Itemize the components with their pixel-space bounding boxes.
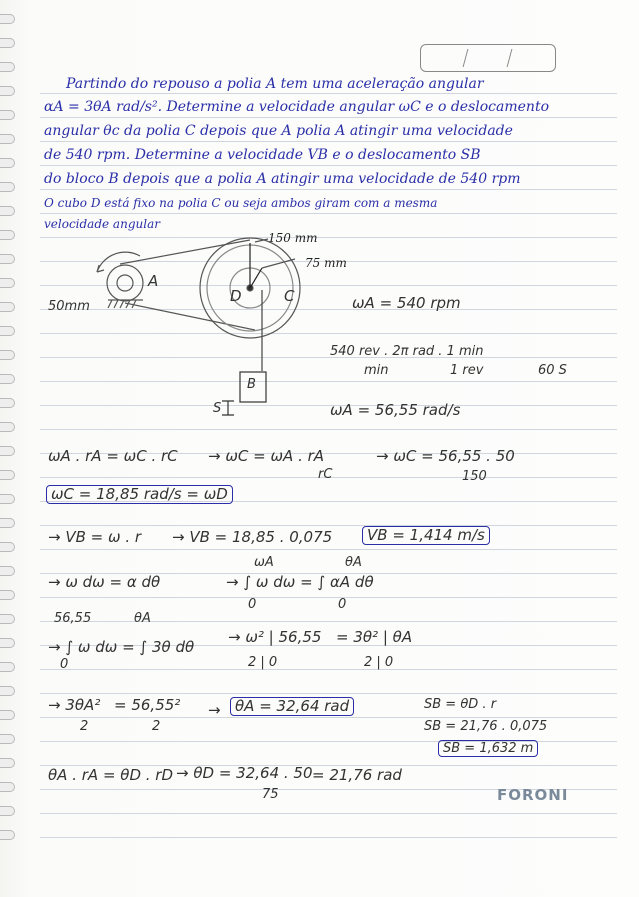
eq-theta2-den: 2 | 0 bbox=[364, 655, 394, 670]
limit-lower: 0 bbox=[338, 597, 347, 612]
eq-sb-def: SB = θD . r bbox=[424, 697, 497, 712]
given-wa-result: ωA = 56,55 rad/s bbox=[330, 401, 461, 419]
eq-vb-def: → VB = ω . r bbox=[48, 528, 142, 546]
eq-wc: → ωC = ωA . rA bbox=[208, 447, 325, 465]
limit-lower: 0 bbox=[60, 657, 69, 672]
pulley-a-hub bbox=[117, 275, 133, 291]
problem-line: de 540 rpm. Determine a velocidade VB e o deslocamento SB bbox=[44, 147, 481, 163]
problem-line: αA = 3θA rad/s². Determine a velocidade angular ωC e o deslocamento bbox=[44, 99, 550, 115]
problem-line: O cubo D está fixo na polia C ou seja ambos giram com a mesma bbox=[44, 196, 438, 210]
eq-velocity-ratio: ωA . rA = ωC . rC bbox=[48, 447, 178, 465]
result-wc: ωC = 18,85 rad/s = ωD bbox=[46, 485, 233, 504]
limit-lower: 0 bbox=[248, 597, 257, 612]
eq-theta-a-num: → 3θA² bbox=[48, 696, 101, 714]
eq-theta-ratio: θA . rA = θD . rD bbox=[48, 766, 174, 784]
conversion-60s: 60 S bbox=[538, 363, 567, 378]
eq-w2-den: 2 | 0 bbox=[248, 655, 278, 670]
limit-upper: θA bbox=[345, 555, 362, 570]
eq-theta-a-den: 2 bbox=[80, 719, 89, 734]
label-b: B bbox=[247, 377, 256, 392]
brand-logo: FORONI bbox=[497, 786, 569, 804]
result-theta-d: = 21,76 rad bbox=[312, 766, 402, 784]
label-s: S bbox=[213, 401, 222, 416]
eq-wc-num-den: 150 bbox=[462, 469, 487, 484]
pulley-a bbox=[107, 265, 143, 301]
eq-vb-num: → VB = 18,85 . 0,075 bbox=[172, 528, 333, 546]
eq-theta-d: → θD = 32,64 . 50 bbox=[176, 764, 313, 782]
eq-wc-num: → ωC = 56,55 . 50 bbox=[376, 447, 515, 465]
problem-line: do bloco B depois que a polia A atingir uma velocidade de 540 rpm bbox=[44, 171, 521, 187]
label-c: C bbox=[284, 287, 295, 305]
eq-theta-a-rhs: = 56,55² bbox=[114, 696, 181, 714]
given-wa: ωA = 540 rpm bbox=[352, 294, 461, 312]
eq-theta-d-den: 75 bbox=[262, 787, 279, 802]
eq-sb-num: SB = 21,76 . 0,075 bbox=[424, 719, 548, 734]
conversion: 540 rev . 2π rad . 1 min bbox=[330, 344, 484, 359]
eq-integral-2: → ∫ ω dω = ∫ 3θ dθ bbox=[48, 638, 195, 656]
problem-line: Partindo do repouso a polia A tem uma aceleração angular bbox=[66, 76, 484, 92]
label-150mm: 150 mm bbox=[268, 231, 318, 245]
conversion-min: min bbox=[364, 363, 389, 378]
eq-integral: → ∫ ω dω = ∫ αA dθ bbox=[226, 573, 374, 591]
limit-upper: θA bbox=[134, 611, 151, 626]
label-75mm: 75 mm bbox=[305, 256, 347, 270]
label-a: A bbox=[148, 272, 159, 290]
problem-line: velocidade angular bbox=[44, 217, 160, 231]
eq-theta2: = 3θ² | θA bbox=[336, 628, 413, 646]
label-50mm: 50mm bbox=[48, 299, 90, 314]
problem-line: angular θc da polia C depois que A polia A atingir uma velocidade bbox=[44, 123, 513, 139]
belt-top bbox=[120, 240, 250, 264]
label-d: D bbox=[230, 287, 242, 305]
arrow: → bbox=[208, 701, 221, 719]
belt-bottom bbox=[125, 303, 255, 330]
eq-wc-den: rC bbox=[318, 467, 333, 482]
eq-w-dw: → ω dω = α dθ bbox=[48, 573, 161, 591]
result-sb: SB = 1,632 m bbox=[438, 740, 538, 757]
limit-upper: ωA bbox=[254, 555, 274, 570]
result-theta-a: θA = 32,64 rad bbox=[230, 697, 354, 716]
eq-theta-a-rhs-den: 2 bbox=[152, 719, 161, 734]
conversion-rev: 1 rev bbox=[450, 363, 484, 378]
result-vb: VB = 1,414 m/s bbox=[362, 526, 490, 545]
limit-upper: 56,55 bbox=[54, 611, 92, 626]
eq-w2: → ω² | 56,55 bbox=[228, 628, 322, 646]
